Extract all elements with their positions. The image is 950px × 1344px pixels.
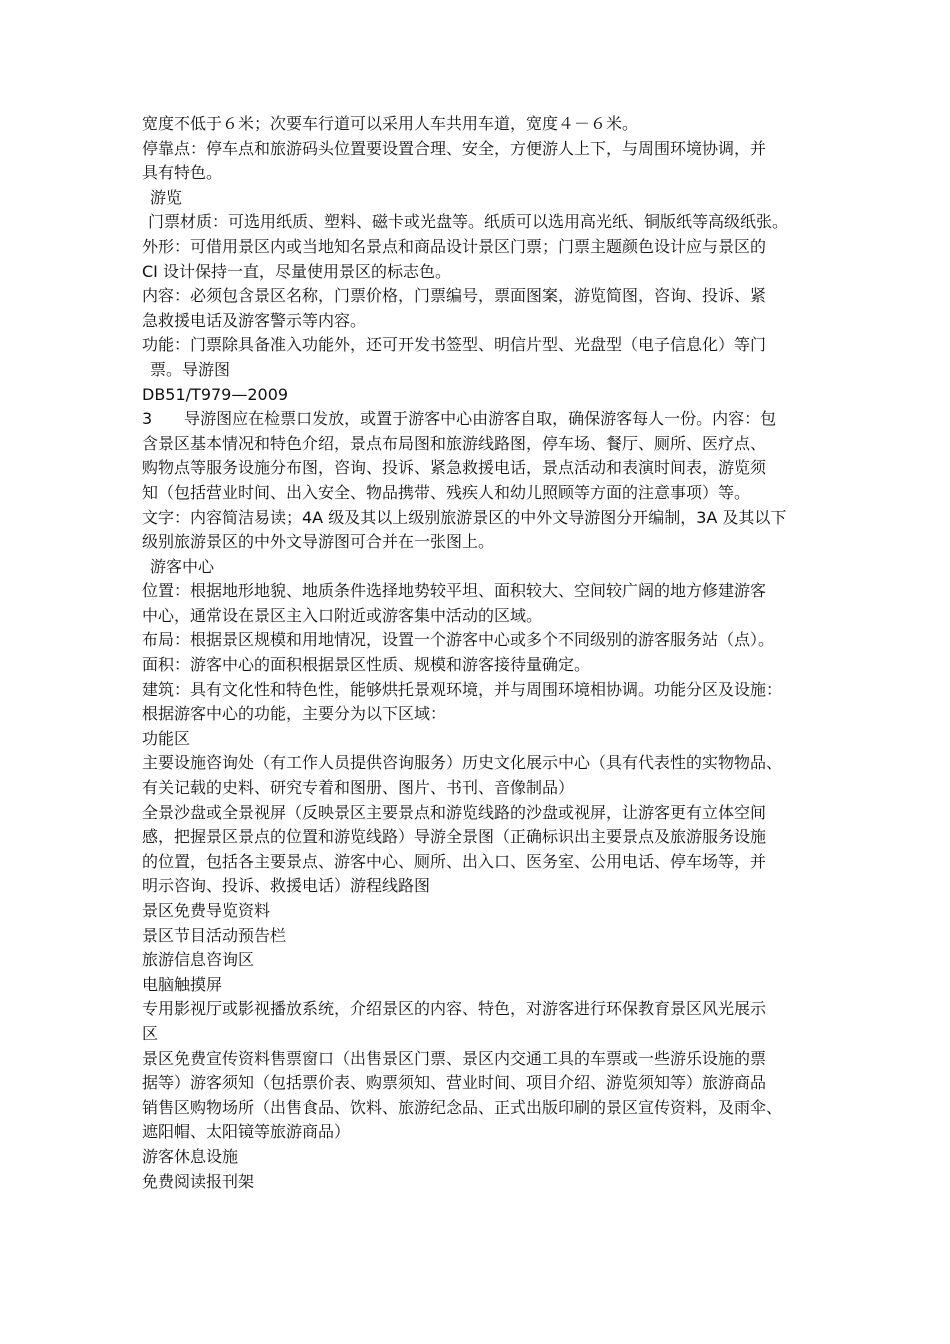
section-heading-visitor-center: 游客中心 bbox=[150, 556, 215, 576]
text-line: 文字：内容简洁易读；4A 级及其以上级别旅游景区的中外文导游图分开编制，3A 及其以下 bbox=[142, 507, 787, 527]
text-line: 根据游客中心的功能，主要分为以下区域： bbox=[142, 704, 447, 724]
document-body bbox=[142, 112, 832, 1194]
text-line: 有关记载的史料、研究专着和图册、图片、书刊、音像制品） bbox=[142, 778, 575, 798]
text-line: 购物点等服务设施分布图，咨询、投诉、紧急救援电话，景点活动和表演时间表，游览须 bbox=[142, 458, 767, 478]
text-line: 面积：游客中心的面积根据景区性质、规模和游客接待量确定。 bbox=[142, 655, 591, 675]
text-line: 具有特色。 bbox=[142, 163, 223, 183]
list-item: 旅游信息咨询区 bbox=[142, 950, 255, 970]
section-heading-function-area: 功能区 bbox=[142, 728, 191, 748]
text-line: 知（包括营业时间、出入安全、物品携带、残疾人和幼儿照顾等方面的注意事项）等。 bbox=[142, 482, 751, 502]
list-item: 游客休息设施 bbox=[142, 1146, 239, 1166]
text-line: 门票材质：可选用纸质、塑料、磁卡或光盘等。纸质可以选用高光纸、铜版纸等高级纸张。 bbox=[148, 212, 789, 232]
standard-code: DB51/T979—2009 bbox=[142, 384, 289, 404]
text-line: 主要设施咨询处（有工作人员提供咨询服务）历史文化展示中心（具有代表性的实物物品、 bbox=[142, 753, 783, 773]
text-line: 区 bbox=[142, 1023, 159, 1043]
text-line: 宽度不低于６米；次要车行道可以采用人车共用车道，宽度４－６米。 bbox=[142, 114, 639, 133]
text-line: 专用影视厅或影视播放系统，介绍景区的内容、特色，对游客进行环保教育景区风光展示 bbox=[142, 999, 767, 1019]
text-line: 含景区基本情况和特色介绍，景点布局图和旅游线路图，停车场、餐厅、厕所、医疗点、 bbox=[142, 433, 767, 453]
list-item: 免费阅读报刊架 bbox=[142, 1171, 255, 1191]
text-line: CI 设计保持一直，尽量使用景区的标志色。 bbox=[142, 261, 451, 281]
text-line: 景区免费宣传资料售票窗口（出售景区门票、景区内交通工具的车票或一些游乐设施的票 bbox=[142, 1048, 767, 1068]
text-line: 布局：根据景区规模和用地情况，设置一个游客中心或多个不同级别的游客服务站（点）。 bbox=[142, 630, 775, 650]
text-line: 销售区购物场所（出售食品、饮料、旅游纪念品、正式出版印刷的景区宣传资料，及雨伞、 bbox=[142, 1097, 783, 1117]
text-line: 遮阳帽、太阳镜等旅游商品） bbox=[142, 1122, 351, 1142]
text-line: 急救援电话及游客警示等内容。 bbox=[142, 310, 367, 330]
text-line: 感，把握景区景点的位置和游览线路）导游全景图（正确标识出主要景点及旅游服务设施 bbox=[142, 827, 767, 847]
text-line: 建筑：具有文化性和特色性，能够烘托景观环境，并与周围环境相协调。功能分区及设施： bbox=[142, 679, 783, 699]
text-line: 中心，通常设在景区主入口附近或游客集中活动的区域。 bbox=[142, 605, 543, 625]
list-item: 景区免费导览资料 bbox=[142, 901, 271, 920]
list-item: 电脑触摸屏 bbox=[142, 974, 223, 994]
text-line: 的位置，包括各主要景点、游客中心、厕所、出入口、医务室、公用电话、停车场等，并 bbox=[142, 851, 767, 871]
text-line: 停靠点：停车点和旅游码头位置要设置合理、安全，方便游人上下，与周围环境协调，并 bbox=[142, 138, 767, 158]
text-line: 明示咨询、投诉、救援电话）游程线路图 bbox=[142, 876, 431, 896]
section-heading-tour: 游览 bbox=[150, 187, 183, 207]
list-item: 景区节目活动预告栏 bbox=[142, 925, 287, 945]
text-line: 全景沙盘或全景视屏（反映景区主要景点和游览线路的沙盘或视屏，让游客更有立体空间 bbox=[142, 802, 767, 822]
text-line: 票。导游图 bbox=[150, 359, 231, 379]
text-line: 内容：必须包含景区名称，门票价格，门票编号，票面图案，游览简图，咨询、投诉、紧 bbox=[142, 286, 767, 306]
text-line: 功能：门票除具备准入功能外，还可开发书签型、明信片型、光盘型（电子信息化）等门 bbox=[142, 335, 767, 355]
text-line: 级别旅游景区的中外文导游图可合并在一张图上。 bbox=[142, 532, 495, 552]
text-line: 位置：根据地形地貌、地质条件选择地势较平坦、面积较大、空间较广阔的地方修建游客 bbox=[142, 581, 767, 601]
text-line: 外形：可借用景区内或当地知名景点和商品设计景区门票；门票主题颜色设计应与景区的 bbox=[142, 236, 767, 256]
text-line: 3 导游图应在检票口发放，或置于游客中心由游客自取，确保游客每人一份。内容：包 bbox=[142, 409, 777, 429]
text-line: 据等）游客须知（包括票价表、购票须知、营业时间、项目介绍、游览须知等）旅游商品 bbox=[142, 1073, 767, 1093]
